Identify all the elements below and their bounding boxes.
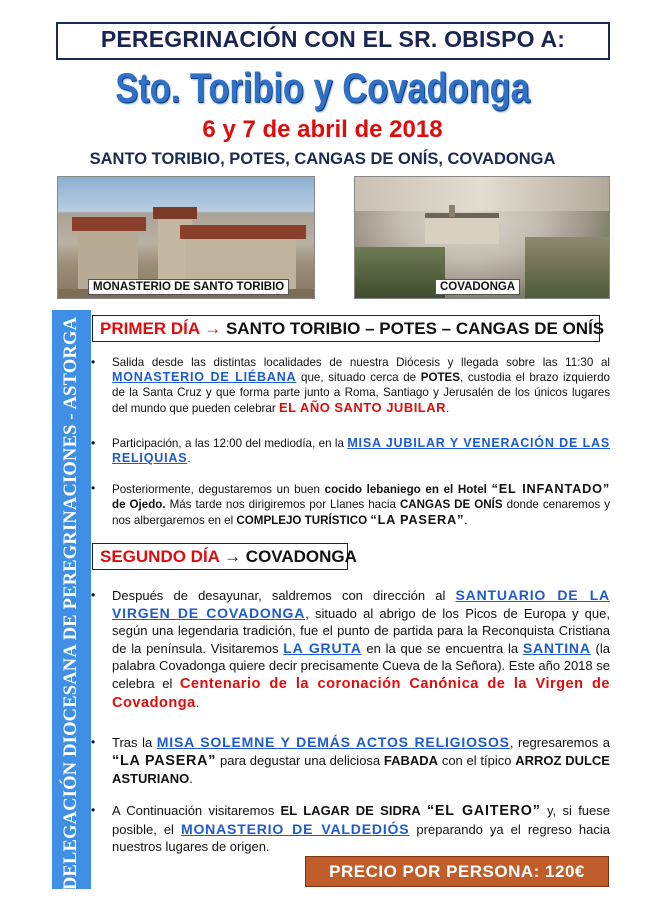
keyword-complejo: COMPLEJO TURÍSTICO xyxy=(236,514,368,527)
text: que, situado cerca de xyxy=(296,371,421,384)
keyword-infantado: “EL INFANTADO” xyxy=(491,481,610,496)
text: . xyxy=(445,402,450,415)
keyword-centenario: Centenario de la coronación Canónica de la Virgen de Covadonga xyxy=(112,675,610,711)
photo-caption-covadonga: COVADONGA xyxy=(435,279,520,295)
photo-caption-toribio: MONASTERIO DE SANTO TORIBIO xyxy=(88,279,289,295)
text: . xyxy=(187,452,191,465)
text: Posteriormente, degustaremos un buen xyxy=(112,483,325,496)
keyword-cangas: CANGAS DE ONÍS xyxy=(399,498,503,511)
text: . xyxy=(464,514,468,527)
keyword-misa-solemne: MISA SOLEMNE Y DEMÁS ACTOS RELIGIOSOS xyxy=(156,734,510,750)
photo-covadonga xyxy=(354,176,610,299)
keyword-valdedios: MONASTERIO DE VALDEDIÓS xyxy=(180,820,410,837)
keyword-gaitero: “EL GAITERO” xyxy=(426,803,541,819)
price-text: PRECIO POR PERSONA: 120€ xyxy=(329,862,585,881)
keyword-santuario: SANTUARIO DE LA VIRGEN DE COVADONGA xyxy=(112,587,610,621)
header-title: PEREGRINACIÓN CON EL SR. OBISPO A: xyxy=(100,26,566,52)
text: Salida desde las distintas localidades de nuestra Diócesis y llegada sobre las 11:30 al xyxy=(112,356,610,369)
main-title: Sto. Toribio y Covadonga xyxy=(115,64,530,111)
text: . xyxy=(195,694,200,710)
keyword-potes: POTES xyxy=(420,371,461,384)
keyword-la-pasera-2: “LA PASERA” xyxy=(112,752,217,769)
text: en la que se encuentra la xyxy=(361,640,523,656)
day2-bullet-3 xyxy=(100,802,610,856)
keyword-la-gruta: LA GRUTA xyxy=(283,639,362,656)
text: (la palabra Covadonga quiere decir precisamente Cueva de la Señora). Este año 2018 se celebra el xyxy=(112,640,610,691)
text: . xyxy=(189,771,193,787)
keyword-ojedo: de Ojedo. xyxy=(112,498,166,511)
day1-heading xyxy=(92,315,605,342)
photo-monastery xyxy=(57,176,315,299)
keyword-ano-santo: EL AÑO SANTO JUBILAR xyxy=(278,400,446,415)
text: , situado al abrigo de los Picos de Europa y que, según una legendaria tradición, fue el punto de partida para la Reconquista Cristiana de la península. Visitaremos xyxy=(112,605,610,656)
keyword-misa-jubilar: MISA JUBILAR Y VENERACIÓN DE LAS RELIQUIAS xyxy=(112,436,610,465)
arrow-right-icon: → xyxy=(224,547,242,566)
text: , custodia el brazo izquierdo de la Santa Cruz y que forma parte junto a Roma, Santiago y Jerusalén de los únicos lugares del mundo que pueden celebrar xyxy=(112,371,610,415)
text: Tras la xyxy=(112,735,157,750)
places-line: SANTO TORIBIO, POTES, CANGAS DE ONÍS, COVADONGA xyxy=(89,150,556,168)
keyword-cocido: cocido lebaniego en el Hotel xyxy=(324,483,487,496)
day1-label: PRIMER DÍA xyxy=(100,319,200,338)
keyword-fabada: FABADA xyxy=(383,752,439,768)
keyword-liebana: MONASTERIO DE LIÉBANA xyxy=(112,370,297,384)
day1-bullet-2 xyxy=(100,436,610,466)
text: Más tarde nos dirigiremos por Llanes hacia xyxy=(165,498,400,511)
keyword-santina: SANTINA xyxy=(522,639,591,656)
text: Después de desayunar, saldremos con dirección al xyxy=(112,588,456,603)
text: preparando ya el regreso hacia nuestros lugares de origen. xyxy=(112,821,610,855)
text: con el típico xyxy=(438,752,516,768)
text: y, si fuese posible, el xyxy=(112,803,610,837)
day1-route: SANTO TORIBIO – POTES – CANGAS DE ONÍS xyxy=(225,319,605,338)
keyword-la-pasera: “LA PASERA” xyxy=(370,512,465,527)
arrow-right-icon: → xyxy=(204,319,222,338)
text: A Continuación visitaremos xyxy=(112,803,281,818)
day2-bullet-1 xyxy=(100,587,610,712)
text: , regresaremos a xyxy=(509,735,610,750)
day2-route: COVADONGA xyxy=(245,547,357,566)
text: Participación, a las 12:00 del mediodía, en la xyxy=(112,437,348,450)
text: para degustar una deliciosa xyxy=(216,752,384,768)
sidebar-text: DELEGACIÓN DIOCESANA DE PEREGRINACIONES - ASTORGA xyxy=(61,316,81,891)
date-line: 6 y 7 de abril de 2018 xyxy=(202,116,443,143)
day2-heading xyxy=(92,543,357,570)
day2-bullet-2 xyxy=(100,734,610,788)
keyword-arroz: ARROZ DULCE ASTURIANO xyxy=(112,752,610,787)
day1-bullet-3 xyxy=(100,481,610,528)
day1-bullet-1 xyxy=(100,355,610,416)
keyword-lagar: EL LAGAR DE SIDRA xyxy=(280,803,421,818)
day2-label: SEGUNDO DÍA xyxy=(100,547,220,566)
text: donde cenaremos y nos albergaremos en el xyxy=(112,498,611,527)
